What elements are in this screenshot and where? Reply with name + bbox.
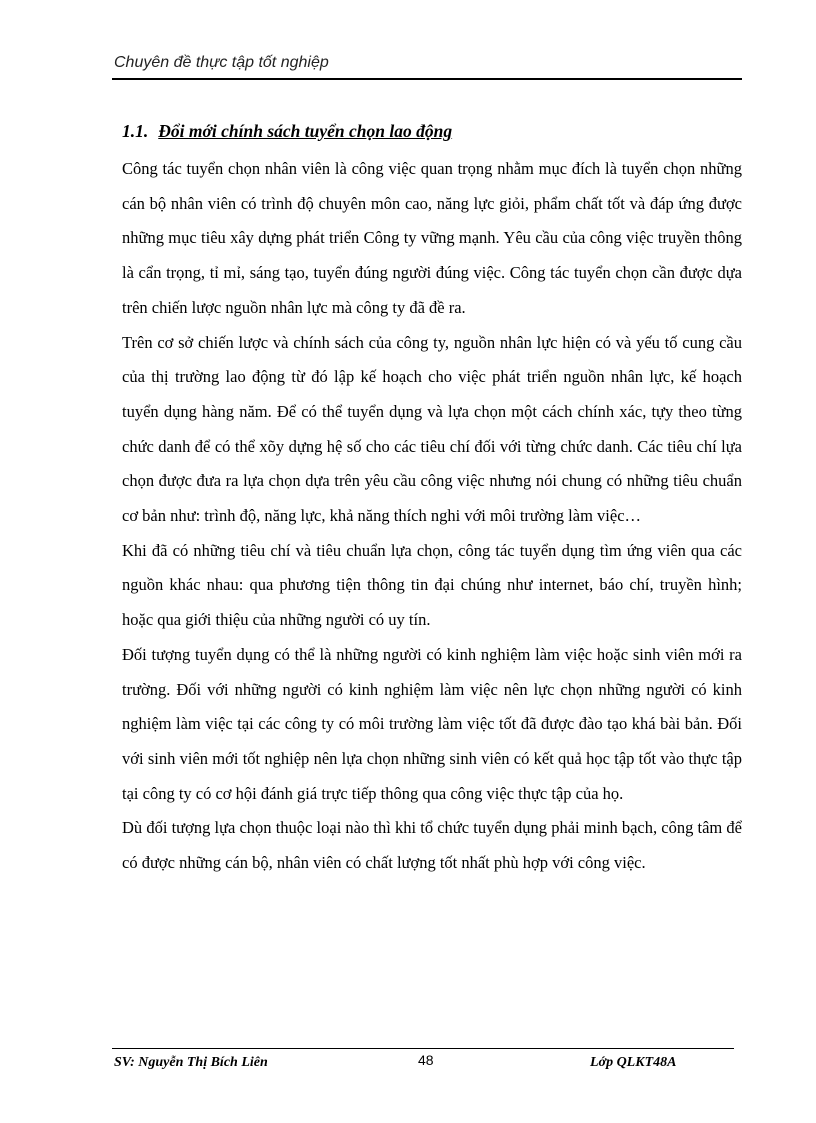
footer-class-name: Lớp QLKT48A xyxy=(590,1055,677,1070)
section-title: Đổi mới chính sách tuyển chọn lao động xyxy=(158,121,453,141)
paragraph: Trên cơ sở chiến lược và chính sách của công ty, nguồn nhân lực hiện có và yếu tố cung cầu của thị trường lao động từ đó lập kế hoạch cho việc phát triển nguồn nhân lực, kế hoạch tuyển dụng hàng năm. Để có thể tuyển dụng và lựa chọn một cách chính xác, tựy theo từng chức danh để có thể xõy dựng hệ số cho các tiêu chí đối với từng chức danh. Các tiêu chí lựa chọn được đưa ra lựa chọn dựa trên yêu cầu công việc nhưng nói chung có những tiêu chuẩn cơ bản như: trình độ, năng lực, khả năng thích nghi với môi trường làm việc… xyxy=(122,332,742,526)
section-number: 1.1. xyxy=(122,121,149,141)
page-footer xyxy=(112,1048,734,1079)
paragraph: Đối tượng tuyển dụng có thể là những người có kinh nghiệm làm việc hoặc sinh viên mới ra trường. Đối với những người có kinh nghiệm làm việc nên lực chọn những người có kinh nghiệm làm việc tại các công ty có môi trường làm việc tốt đã được đào tạo khá bài bản. Đối với sinh viên mới tốt nghiệp nên lựa chọn những sinh viên có kết quả học tập tốt vào thực tập tại công ty có cơ hội đánh giá trực tiếp thông qua công việc thực tập của họ. xyxy=(122,644,742,803)
footer-page-number: 48 xyxy=(418,1052,434,1068)
section-heading xyxy=(122,121,452,142)
header-title: Chuyên đề thực tập tốt nghiệp xyxy=(114,54,329,71)
footer-student-name: SV: Nguyễn Thị Bích Liên xyxy=(114,1055,268,1070)
paragraph: Dù đối tượng lựa chọn thuộc loại nào thì khi tổ chức tuyển dụng phải minh bạch, công tâm để có được những cán bộ, nhân viên có chất lượng tốt nhất phù hợp với công việc. xyxy=(122,818,742,873)
paragraph: Khi đã có những tiêu chí và tiêu chuẩn lựa chọn, công tác tuyển dụng tìm ứng viên qua các nguồn khác nhau: qua phương tiện thông tin đại chúng như internet, báo chí, truyền hình; hoặc qua giới thiệu của những người có uy tín. xyxy=(122,540,742,630)
body-text xyxy=(122,152,742,881)
page-header xyxy=(112,52,742,80)
paragraph: Công tác tuyển chọn nhân viên là công việc quan trọng nhằm mục đích là tuyển chọn những cán bộ nhân viên có trình độ chuyên môn cao, năng lực giỏi, phẩm chất tốt và đáp ứng được những mục tiêu xây dựng phát triển Công ty vững mạnh. Yêu cầu của công việc truyền thông là cẩn trọng, tỉ mỉ, sáng tạo, tuyển đúng người đúng việc. Công tác tuyển chọn cần được dựa trên chiến lược nguồn nhân lực mà công ty đã đề ra. xyxy=(122,159,742,317)
